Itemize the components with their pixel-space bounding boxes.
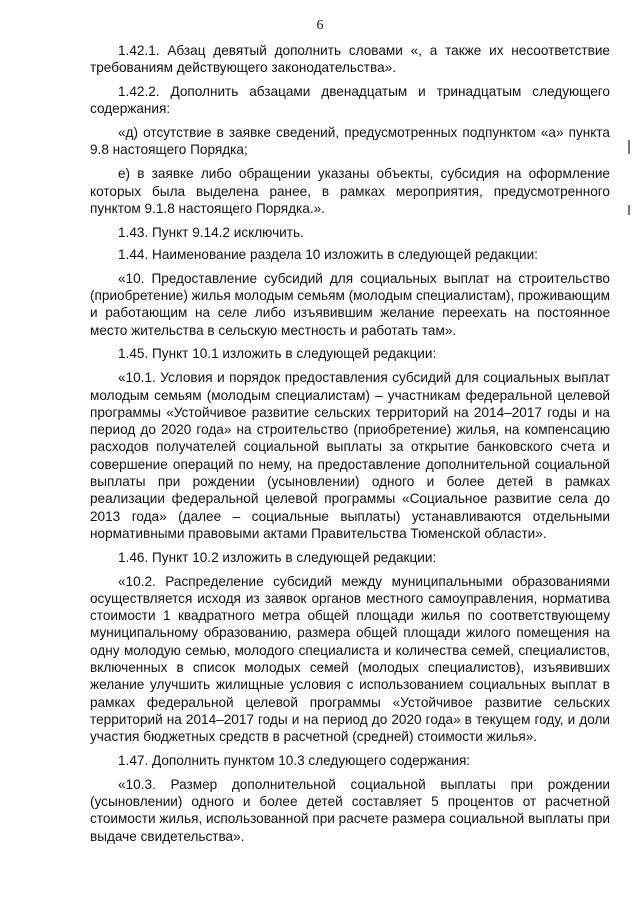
- paragraph-10-3: «10.3. Размер дополнительной социальной выплаты при рождении (усыновлении) одного и более детей составляет 5 процентов от расчетной стоимости жилья, использованной при расчете размера социальной выплаты при выдаче свидетельства».: [90, 776, 610, 844]
- paragraph-1-45: 1.45. Пункт 10.1 изложить в следующей редакции:: [118, 346, 437, 362]
- document-body: [90, 42, 610, 851]
- paragraph-item-d: «д) отсутствие в заявке сведений, предусмотренных подпунктом «а» пункта 9.8 настоящего Порядка;: [90, 125, 610, 158]
- paragraph-10-2: «10.2. Распределение субсидий между муниципальными образованиями осуществляется исходя из заявок органов местного самоуправления, норматива стоимости 1 квадратного метра общей площади жилья по соответствующему муниципальному образованию, размера общей площади жилого помещения на одну молодую семью, молодого специалиста и количества семей, специалистов, включенных в список молодых семей (молодых специалистов), изъявивших желание улучшить жилищные условия с использованием социальных выплат в рамках федеральной целевой программы «Устойчивое развитие сельских территорий на 2014–2017 годы и на период до 2020 года» в текущем году, и доли участия бюджетных средств в расчетной (средней) стоимости жилья».: [90, 573, 610, 745]
- paragraph-10-1: «10.1. Условия и порядок предоставления субсидий для социальных выплат молодым семьям (молодым специалистам) – участникам федеральной целевой программы «Устойчивое развитие сельских территорий на 2014–2017 годы и на период до 2020 года» на строительство (приобретение) жилья, на компенсацию расходов получателей социальной выплаты за открытие банковского счета и совершение операций по нему, на предоставление дополнительной социальной выплаты при рождении (усыновлении) одного и более детей в рамках реализации федеральной целевой программы «Социальное развитие села до 2013 года» (далее – социальные выплаты) устанавливаются отдельными нормативными правовыми актами Правительства Тюменской области».: [90, 370, 610, 541]
- paragraph-item-e: е) в заявке либо обращении указаны объекты, субсидия на оформление которых была выделена ранее, в рамках мероприятия, предусмотренного пунктом 9.1.8 настоящего Порядка.».: [90, 166, 610, 216]
- page-number: 6: [316, 18, 324, 33]
- paragraph-1-42-2: 1.42.2. Дополнить абзацами двенадцатым и тринадцатым следующего содержания:: [90, 84, 610, 117]
- paragraph-1-42-1: 1.42.1. Абзац девятый дополнить словами «, а также их несоответствие требованиям действующего законодательства».: [90, 43, 610, 76]
- scan-artifact: [628, 205, 630, 215]
- scan-artifact: [628, 140, 630, 154]
- paragraph-1-46: 1.46. Пункт 10.2 изложить в следующей редакции:: [118, 549, 437, 565]
- paragraph-1-43: 1.43. Пункт 9.14.2 исключить.: [118, 224, 304, 240]
- paragraph-section-10-title: «10. Предоставление субсидий для социальных выплат на строительство (приобретение) жилья молодым семьям (молодым специалистам), проживающим и работающим на селе либо изъявившим желание переехать на постоянное место жительства в сельскую местность и работать там».: [90, 270, 610, 338]
- paragraph-1-44: 1.44. Наименование раздела 10 изложить в следующей редакции:: [118, 246, 538, 262]
- paragraph-1-47: 1.47. Дополнить пунктом 10.3 следующего содержания:: [118, 752, 471, 768]
